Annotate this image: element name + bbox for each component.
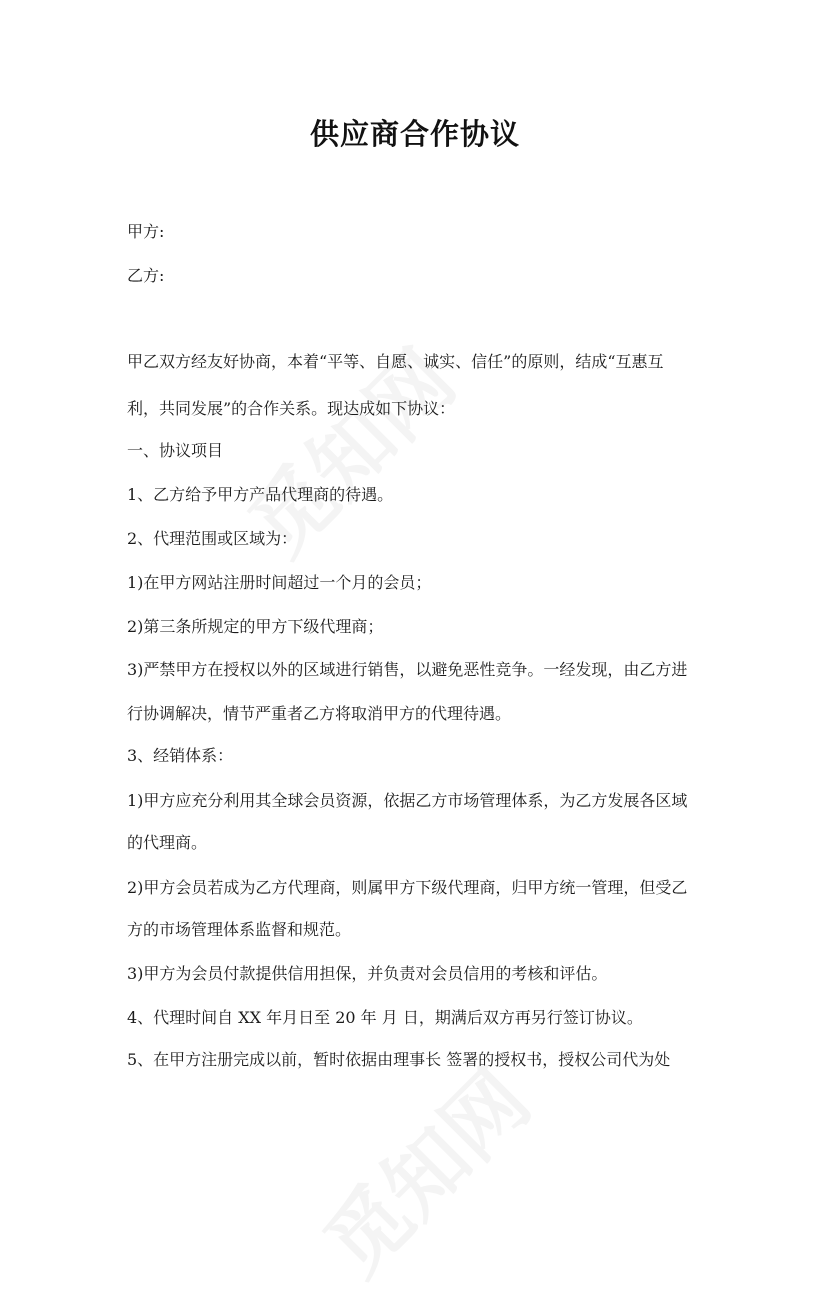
clause-line: 1、乙方给予甲方产品代理商的待遇。	[127, 485, 394, 504]
section-heading: 一、协议项目	[127, 441, 224, 460]
document-title: 供应商合作协议	[309, 117, 520, 151]
paragraph-line: 利，共同发展”的合作关系。现达成如下协议：	[127, 399, 456, 418]
clause-line: 4、代理时间自 XX 年月日至 20 年 月 日，期满后双方再另行签订协议。	[127, 1008, 643, 1027]
clause-line: 2)第三条所规定的甲方下级代理商；	[127, 617, 384, 636]
clause-line: 5、在甲方注册完成以前，暂时依据由理事长 签署的授权书，授权公司代为处	[127, 1050, 671, 1069]
watermark	[295, 1040, 552, 1297]
clause-line: 的代理商。	[127, 833, 208, 852]
clause-line: 1)在甲方网站注册时间超过一个月的会员；	[127, 573, 432, 592]
clause-line: 3)甲方为会员付款提供信用担保，并负责对会员信用的考核和评估。	[127, 964, 608, 983]
clause-line: 2、代理范围或区域为：	[127, 529, 298, 548]
party-b-label: 乙方:	[127, 266, 165, 285]
clause-line: 行协调解决，情节严重者乙方将取消甲方的代理待遇。	[127, 704, 512, 723]
clause-line: 方的市场管理体系监督和规范。	[127, 920, 352, 939]
party-a-label: 甲方:	[127, 222, 165, 241]
paragraph-line: 甲乙双方经友好协商，本着“平等、自愿、诚实、信任”的原则，结成“互惠互	[127, 352, 664, 371]
clause-line: 2)甲方会员若成为乙方代理商，则属甲方下级代理商，归甲方统一管理，但受乙	[127, 878, 688, 897]
clause-line: 3)严禁甲方在授权以外的区域进行销售，以避免恶性竞争。一经发现，由乙方进	[127, 660, 688, 679]
clause-line: 1)甲方应充分利用其全球会员资源，依据乙方市场管理体系，为乙方发展各区域	[127, 791, 688, 810]
clause-line: 3、经销体系：	[127, 746, 234, 765]
